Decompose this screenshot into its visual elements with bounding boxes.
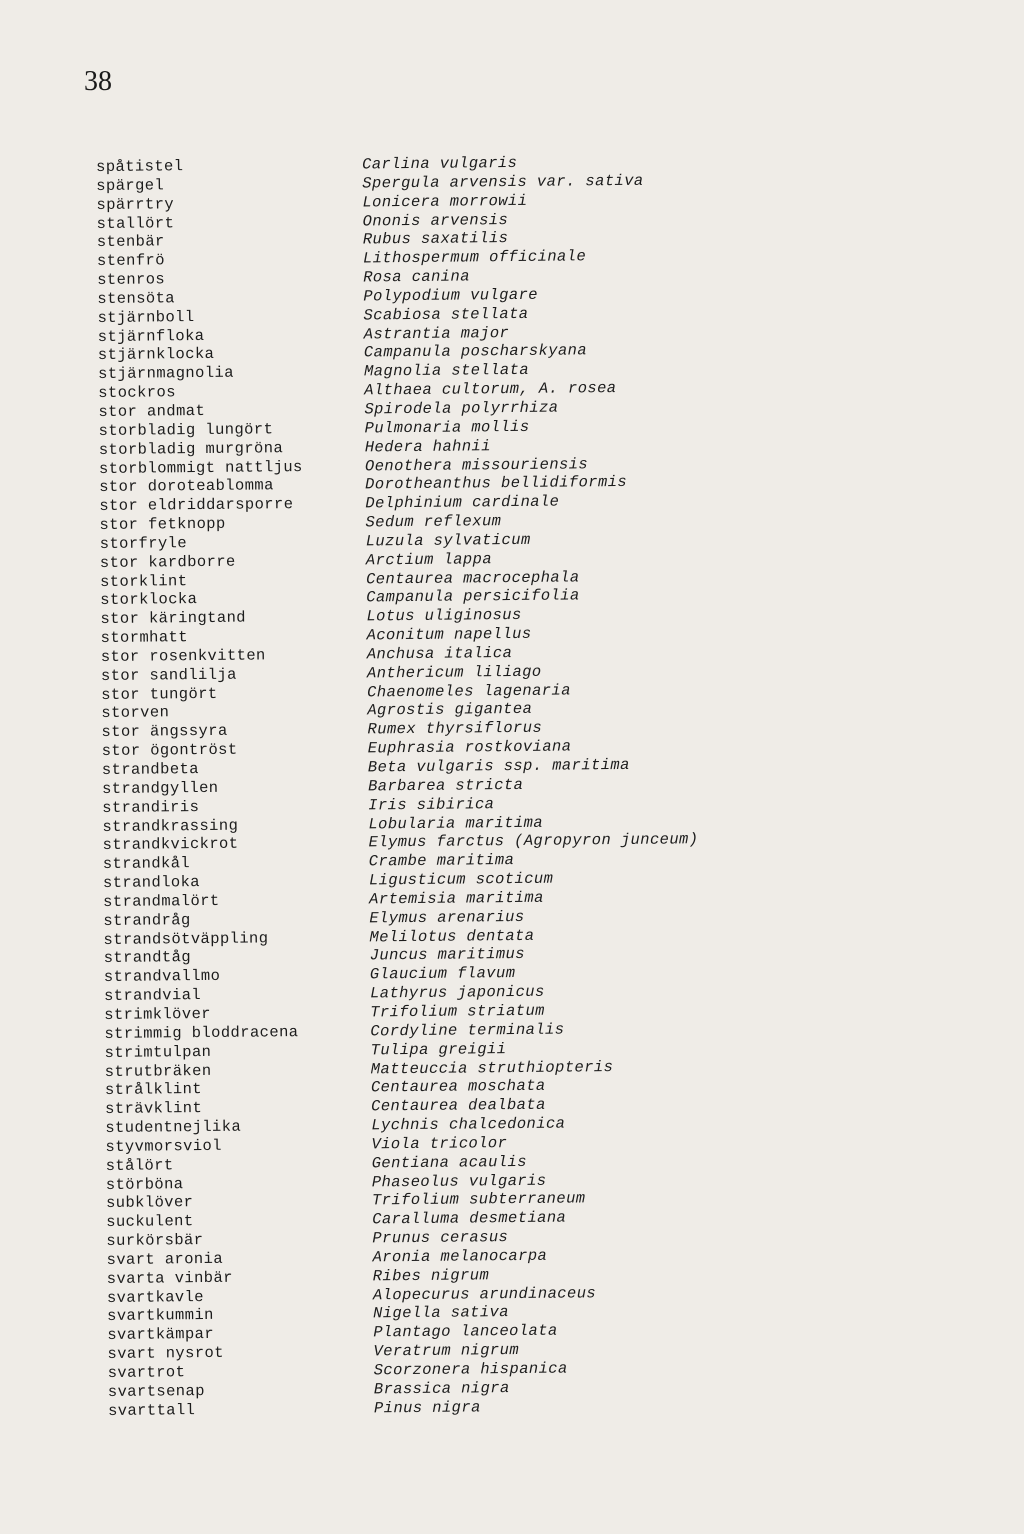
latin-scientific-name: Spergula arvensis var. sativa [362, 171, 644, 193]
latin-scientific-name: Cordyline terminalis [370, 1020, 565, 1041]
swedish-common-name: strandbeta [101, 760, 199, 779]
latin-scientific-name: Centaurea moschata [370, 1077, 546, 1097]
swedish-common-name: stor doroteablomma [99, 476, 274, 497]
latin-scientific-name: Viola tricolor [371, 1133, 508, 1154]
latin-scientific-name: Astrantia major [363, 323, 510, 344]
latin-scientific-name: Juncus maritimus [369, 945, 525, 965]
latin-scientific-name: Beta vulgaris ssp. maritima [367, 755, 630, 777]
latin-scientific-name: Aconitum napellus [366, 624, 532, 645]
latin-scientific-name: Centaurea macrocephala [365, 567, 580, 588]
swedish-common-name: stor andmat [98, 401, 206, 421]
swedish-common-name: strävklint [105, 1099, 203, 1119]
latin-scientific-name: Ligusticum scoticum [368, 869, 554, 890]
latin-scientific-name: Glaucium flavum [369, 964, 516, 984]
latin-scientific-name: Gentiana acaulis [371, 1152, 527, 1173]
latin-scientific-name: Veratrum nigrum [373, 1341, 520, 1361]
swedish-common-name: stormhatt [100, 628, 189, 648]
swedish-common-name: strandsötväppling [103, 928, 269, 949]
swedish-common-name: stensöta [97, 289, 176, 308]
swedish-common-name: strandiris [102, 797, 200, 817]
latin-scientific-name: Rumex thyrsiflorus [367, 719, 543, 739]
swedish-common-name: svartkämpar [107, 1325, 215, 1345]
swedish-common-name: stor rosenkvitten [100, 646, 266, 666]
swedish-common-name: stor ögontröst [101, 740, 238, 761]
plant-name-list [96, 153, 699, 1420]
swedish-common-name: strandgyllen [101, 778, 219, 798]
latin-scientific-name: Ononis arvensis [362, 210, 509, 230]
latin-scientific-name: Melilotus dentata [369, 926, 535, 947]
latin-scientific-name: Alopecurus arundinaceus [372, 1283, 597, 1305]
latin-scientific-name: Elymus arenarius [369, 907, 525, 928]
latin-scientific-name: Iris sibirica [368, 794, 495, 815]
latin-scientific-name: Lonicera morrowii [362, 191, 528, 212]
swedish-common-name: strimmig bloddracena [104, 1022, 299, 1043]
swedish-common-name: stor ängssyra [101, 722, 228, 742]
swedish-common-name: stenfrö [96, 251, 165, 271]
latin-scientific-name: Aronia melanocarpa [372, 1246, 548, 1267]
swedish-common-name: svartrot [107, 1363, 186, 1382]
swedish-common-name: stenros [97, 270, 166, 290]
latin-scientific-name: Agrostis gigantea [367, 700, 533, 720]
latin-scientific-name: Lobularia maritima [368, 813, 544, 833]
swedish-common-name: spåtistel [96, 157, 184, 176]
latin-scientific-name: Campanula poscharskyana [363, 341, 588, 362]
swedish-common-name: svartsenap [107, 1381, 205, 1401]
latin-scientific-name: Ribes nigrum [372, 1266, 490, 1286]
latin-scientific-name: Scorzonera hispanica [373, 1359, 568, 1380]
latin-scientific-name: Campanula persicifolia [366, 586, 580, 607]
swedish-common-name: stjärnmagnolia [97, 363, 234, 384]
latin-scientific-name: Carlina vulgaris [361, 153, 518, 174]
swedish-common-name: spärrtry [96, 194, 175, 214]
swedish-common-name: strandloka [102, 873, 201, 893]
latin-scientific-name: Spirodela polyrrhiza [364, 398, 559, 419]
swedish-common-name: storven [101, 703, 170, 723]
swedish-common-name: stjärnklocka [97, 345, 215, 365]
swedish-common-name: strandkål [102, 854, 191, 874]
swedish-common-name: stor fetknopp [99, 514, 226, 535]
swedish-common-name: stor sandlilja [100, 665, 237, 685]
swedish-common-name: strandmalört [103, 891, 220, 911]
swedish-common-name: svart nysrot [107, 1343, 224, 1364]
swedish-common-name: strandkrassing [102, 816, 239, 836]
latin-scientific-name: Chaenomeles lagenaria [367, 681, 571, 702]
swedish-common-name: storblommigt nattljus [98, 457, 303, 478]
latin-scientific-name: Elymus farctus (Agropyron junceum) [368, 830, 699, 852]
swedish-common-name: stålört [105, 1156, 174, 1175]
swedish-common-name: stor käringtand [100, 608, 247, 629]
latin-scientific-name: Anchusa italica [366, 643, 513, 664]
latin-scientific-name: Barbarea stricta [367, 775, 524, 796]
swedish-common-name: storfryle [99, 534, 188, 553]
latin-scientific-name: Rubus saxatilis [362, 229, 509, 249]
swedish-common-name: svartkummin [107, 1306, 214, 1326]
swedish-common-name: stor kardborre [99, 552, 236, 572]
swedish-common-name: stor tungört [101, 684, 218, 704]
swedish-common-name: strimtulpan [104, 1042, 212, 1062]
swedish-common-name: stjärnfloka [97, 326, 205, 346]
latin-scientific-name: Lathyrus japonicus [369, 982, 545, 1003]
latin-scientific-name: Hedera hahnii [364, 436, 491, 457]
latin-scientific-name: Artemisia maritima [369, 888, 544, 909]
latin-scientific-name: Anthericum liliago [366, 662, 542, 683]
swedish-common-name: stjärnboll [97, 307, 195, 327]
swedish-common-name: subklöver [105, 1193, 194, 1213]
latin-scientific-name: Magnolia stellata [363, 361, 530, 381]
swedish-common-name: stor eldriddarsporre [99, 495, 294, 516]
swedish-common-name: strandtåg [103, 948, 192, 968]
latin-scientific-name: Delphinium cardinale [365, 492, 560, 513]
swedish-common-name: styvmorsviol [105, 1136, 222, 1156]
swedish-common-name: stockros [98, 383, 176, 403]
swedish-common-name: storbladig murgröna [98, 438, 284, 459]
swedish-common-name: svart aronia [106, 1249, 224, 1269]
latin-scientific-name: Centaurea dealbata [371, 1095, 546, 1116]
latin-scientific-name: Lithospermum officinale [362, 247, 587, 268]
latin-scientific-name: Matteuccia struthiopteris [370, 1057, 614, 1078]
latin-scientific-name: Pulmonaria mollis [364, 417, 530, 438]
latin-scientific-name: Lotus uliginosus [366, 606, 522, 626]
swedish-common-name: spärgel [96, 176, 165, 195]
latin-scientific-name: Lychnis chalcedonica [371, 1114, 566, 1135]
latin-scientific-name: Oenothera missouriensis [364, 454, 589, 475]
swedish-common-name: störböna [105, 1174, 184, 1194]
swedish-common-name: studentnejlika [105, 1117, 242, 1137]
swedish-common-name: strandvial [103, 986, 202, 1006]
swedish-common-name: strålklint [104, 1080, 203, 1100]
page-number: 38 [84, 66, 112, 97]
swedish-common-name: strandkvickrot [102, 835, 239, 855]
latin-scientific-name: Rosa canina [363, 267, 470, 287]
latin-scientific-name: Althaea cultorum, A. rosea [364, 379, 617, 400]
latin-scientific-name: Crambe maritima [368, 851, 515, 871]
latin-scientific-name: Brassica nigra [373, 1378, 510, 1399]
swedish-common-name: stenbär [96, 232, 165, 252]
latin-scientific-name: Nigella sativa [373, 1303, 510, 1323]
latin-scientific-name: Prunus cerasus [372, 1228, 509, 1248]
latin-scientific-name: Euphrasia rostkoviana [367, 737, 572, 758]
swedish-common-name: strutbräken [104, 1061, 212, 1081]
latin-scientific-name: Phaseolus vulgaris [371, 1171, 547, 1191]
latin-scientific-name: Scabiosa stellata [363, 304, 529, 325]
swedish-common-name: suckulent [106, 1212, 194, 1232]
latin-scientific-name: Trifolium striatum [370, 1001, 545, 1022]
swedish-common-name: svartkavle [106, 1287, 205, 1307]
swedish-common-name: svarta vinbär [106, 1268, 233, 1288]
swedish-common-name: strandvallmo [103, 967, 221, 987]
latin-scientific-name: Luzula sylvaticum [365, 530, 531, 551]
swedish-common-name: surkörsbär [106, 1231, 204, 1251]
swedish-common-name: strandråg [103, 910, 191, 930]
latin-scientific-name: Sedum reflexum [365, 512, 502, 532]
swedish-common-name: storbladig lungört [98, 420, 274, 440]
latin-scientific-name: Plantago lanceolata [373, 1321, 558, 1342]
latin-scientific-name: Tulipa greigii [370, 1039, 507, 1060]
latin-scientific-name: Trifolium subterraneum [371, 1189, 586, 1210]
latin-scientific-name: Pinus nigra [373, 1398, 481, 1418]
swedish-common-name: svarttall [107, 1400, 196, 1420]
swedish-common-name: stallört [96, 213, 175, 233]
latin-scientific-name: Arctium lappa [365, 549, 493, 570]
latin-scientific-name: Caralluma desmetiana [372, 1208, 567, 1229]
swedish-common-name: storklocka [100, 590, 198, 610]
swedish-common-name: storklint [99, 571, 188, 591]
latin-scientific-name: Dorotheanthus bellidiformis [365, 473, 628, 494]
swedish-common-name: strimklöver [104, 1004, 212, 1024]
latin-scientific-name: Polypodium vulgare [363, 285, 539, 306]
